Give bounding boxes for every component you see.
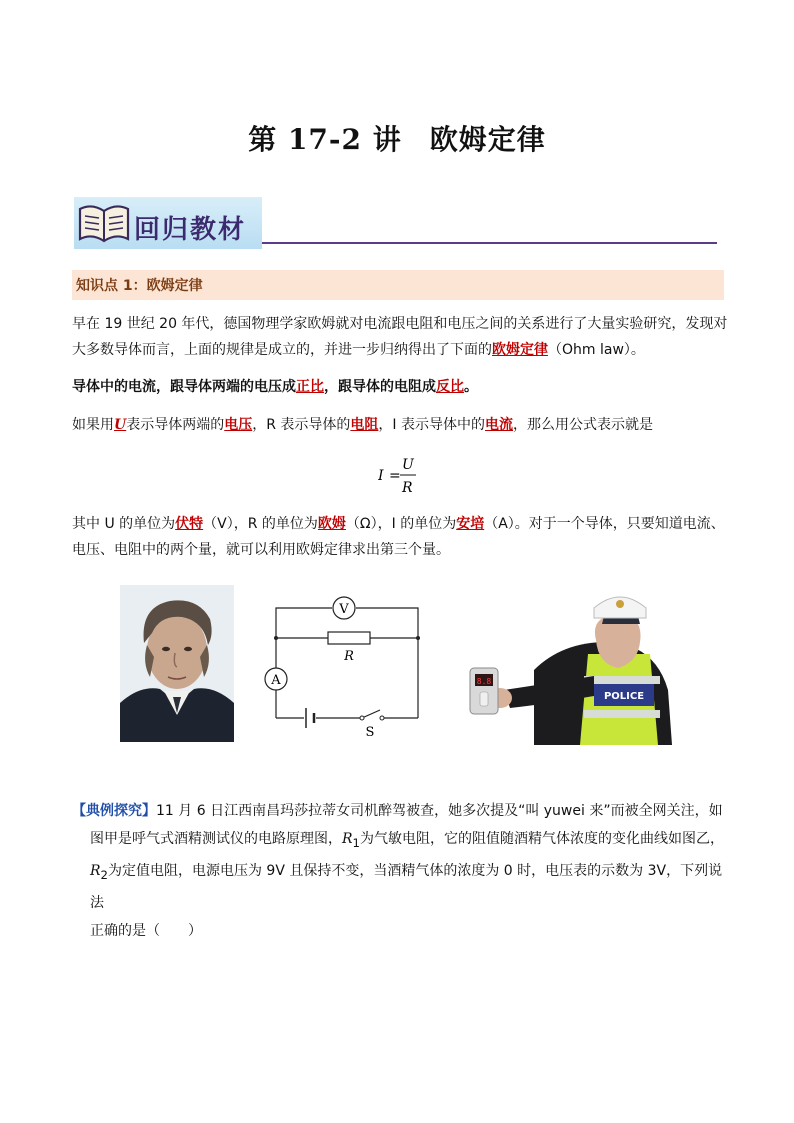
- ohm-formula: [378, 455, 438, 499]
- police-vest-label: POLICE: [603, 691, 645, 702]
- circuit-diagram: [258, 592, 430, 742]
- formula-denominator: R: [402, 480, 413, 496]
- knowledge-point-label: 知识点 1：欧姆定律: [76, 278, 203, 294]
- example-line1: 11 月 6 日江西南昌玛莎拉蒂女司机醉驾被查，她多次提及“叫 yuwei 来”而被全网关注，如: [156, 803, 723, 819]
- formula-numerator: U: [402, 457, 414, 473]
- knowledge-point-bar: [72, 270, 724, 300]
- symbol-r1-sub: 1: [352, 835, 360, 850]
- ohm-portrait-image: [120, 585, 234, 742]
- ammeter-label: A: [271, 673, 281, 688]
- units-text-d: （A）。对于一个导体，只要知道电流、电压、电阻中的两个量，就可以利用欧姆定律求出第三个量。: [72, 516, 725, 558]
- units-paragraph: [72, 511, 732, 563]
- law-statement: [72, 374, 732, 400]
- term-current: 电流: [485, 417, 513, 433]
- units-text-c: （Ω），I 的单位为: [345, 516, 457, 532]
- symbols-text-d: ，I 表示导体中的: [378, 417, 485, 433]
- units-text-a: 其中 U 的单位为: [72, 516, 176, 532]
- symbol-r2: R: [90, 862, 101, 879]
- example-tag: 【典例探究】: [72, 803, 156, 819]
- page-title: [0, 118, 794, 158]
- term-inverse-proportion: 反比: [436, 379, 464, 395]
- example-line2-text: 图甲是呼气式酒精测试仪的电路原理图，: [90, 831, 342, 847]
- resistor-label: R: [344, 649, 354, 664]
- example-line2: [72, 825, 732, 857]
- example-line3: [72, 857, 732, 917]
- example-question: [72, 797, 732, 945]
- ohm-law-term: 欧姆定律: [492, 342, 548, 358]
- example-line2-end: 为气敏电阻，它的阻值随酒精气体浓度的变化曲线如图乙，: [359, 831, 724, 847]
- formula-lhs: I: [378, 468, 384, 484]
- term-resistance: 电阻: [350, 417, 379, 433]
- symbol-u: U: [114, 417, 127, 433]
- switch-label: S: [365, 725, 375, 740]
- symbols-text-a: 如果用: [72, 417, 114, 433]
- section-banner: [74, 197, 262, 249]
- term-direct-proportion: 正比: [296, 379, 324, 395]
- banner-divider: [262, 242, 717, 244]
- symbol-r1: R: [342, 831, 353, 847]
- svg-text:8.8: 8.8: [476, 677, 492, 686]
- intro-text-end: （Ohm law）。: [548, 342, 645, 358]
- example-line4: 正确的是（ ）: [90, 922, 202, 939]
- units-text-b: （V），R 的单位为: [203, 516, 318, 532]
- banner-label: 回归教材: [134, 215, 247, 245]
- intro-paragraph: [72, 311, 732, 363]
- law-text-c: 。: [464, 379, 478, 395]
- symbols-text-e: ，那么用公式表示就是: [513, 417, 653, 433]
- law-text-a: 导体中的电流，跟导体两端的电压成: [72, 379, 296, 395]
- voltmeter-label: V: [339, 602, 349, 617]
- unit-volt: 伏特: [175, 516, 204, 532]
- symbols-text-b: 表示导体两端的: [126, 417, 225, 433]
- title-topic: 欧姆定律: [429, 123, 546, 156]
- title-lesson-number: 第 17-2 讲: [248, 123, 402, 156]
- symbols-text-c: ，R 表示导体的: [252, 417, 351, 433]
- police-breathalyzer-image: [444, 580, 672, 745]
- unit-ohm: 欧姆: [317, 516, 346, 532]
- example-line3-text: 为定值电阻，电源电压为 9V 且保持不变，当酒精气体的浓度为 0 时，电压表的示数为 3V，下列说法: [90, 862, 723, 911]
- unit-ampere: 安培: [456, 516, 485, 532]
- term-voltage: 电压: [224, 417, 253, 433]
- open-book-icon: [76, 201, 132, 245]
- symbol-r2-sub: 2: [100, 867, 108, 882]
- formula-equals: =: [389, 468, 401, 484]
- intro-text: 早在 19 世纪 20 年代，德国物理学家欧姆就对电流跟电阻和电压之间的关系进行了大量实验研究，发现对大多数导体而言，上面的规律是成立的，并进一步归纳得出了下面的: [72, 316, 728, 358]
- law-text-b: ，跟导体的电阻成: [324, 379, 436, 395]
- symbols-paragraph: [72, 412, 732, 438]
